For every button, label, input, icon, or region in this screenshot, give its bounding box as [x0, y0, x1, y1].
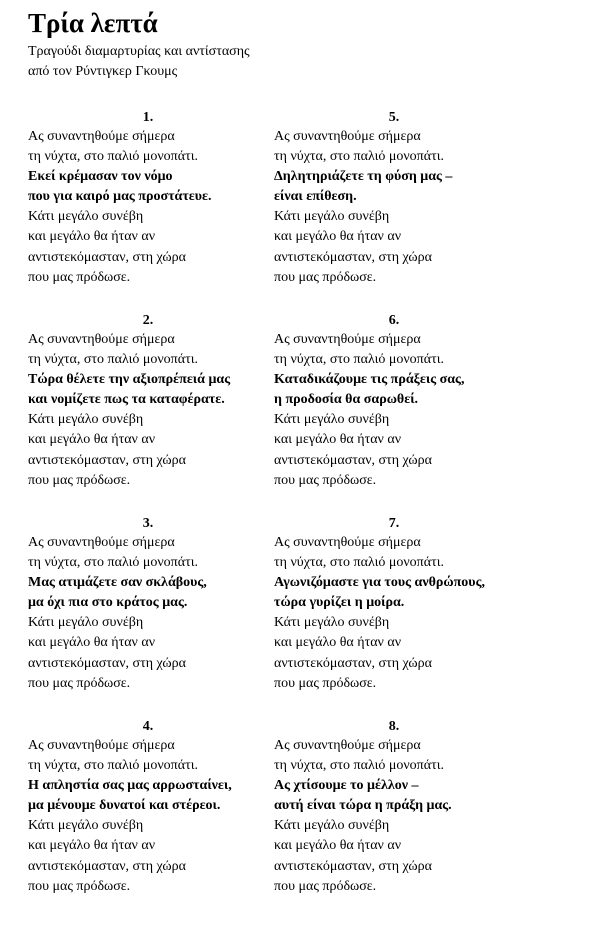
lyric-line: και μεγάλο θα ήταν αν	[274, 635, 402, 651]
lyric-line: που μας πρόδωσε.	[274, 878, 377, 894]
lyric-line-emphasis: Αγωνιζόμαστε για τους ανθρώπους,	[274, 575, 485, 591]
lyric-line: αντιστεκόμασταν, στη χώρα	[274, 858, 432, 874]
stanza-number: 6.	[388, 313, 400, 328]
stanza-number: 8.	[388, 719, 400, 734]
stanza-4	[28, 718, 268, 897]
lyric-line-emphasis: Δηλητηριάζετε τη φύση μας –	[274, 169, 453, 185]
lyric-line: Ας συναντηθούμε σήμερα	[28, 738, 175, 753]
lyric-line-emphasis: είναι επίθεση.	[274, 189, 357, 205]
lyric-line-emphasis: Εκεί κρέμασαν τον νόμο	[28, 169, 173, 185]
lyric-line: που μας πρόδωσε.	[28, 269, 131, 285]
lyric-line: τη νύχτα, στο παλιό μονοπάτι.	[28, 758, 198, 774]
lyric-line-emphasis: μα μένουμε δυνατοί και στέρεοι.	[28, 798, 221, 814]
subtitle-line: από τον Ρύντιγκερ Γκουμς	[28, 64, 178, 79]
lyric-line: που μας πρόδωσε.	[28, 472, 131, 488]
lyric-line-emphasis: η προδοσία θα σαρωθεί.	[274, 392, 419, 408]
lyric-line-emphasis: Μας ατιμάζετε σαν σκλάβους,	[28, 575, 207, 591]
lyric-line-emphasis: Καταδικάζουμε τις πράξεις σας,	[274, 372, 465, 388]
lyric-line-emphasis: μα όχι πια στο κράτος μας.	[28, 595, 188, 611]
lyric-line: αντιστεκόμασταν, στη χώρα	[28, 655, 186, 671]
lyric-line: Ας συναντηθούμε σήμερα	[274, 129, 421, 144]
lyric-line: Κάτι μεγάλο συνέβη	[274, 209, 390, 225]
lyric-line: Ας συναντηθούμε σήμερα	[274, 535, 421, 550]
lyric-line: τη νύχτα, στο παλιό μονοπάτι.	[28, 555, 198, 571]
lyric-line: και μεγάλο θα ήταν αν	[28, 635, 156, 651]
lyric-line: τη νύχτα, στο παλιό μονοπάτι.	[274, 555, 444, 571]
lyric-line: τη νύχτα, στο παλιό μονοπάτι.	[274, 758, 444, 774]
lyric-line: και μεγάλο θα ήταν αν	[28, 838, 156, 854]
lyric-line: Κάτι μεγάλο συνέβη	[28, 818, 144, 834]
stanza-number: 4.	[142, 719, 154, 734]
lyric-line: αντιστεκόμασταν, στη χώρα	[28, 249, 186, 265]
lyric-line-emphasis: και νομίζετε πως τα καταφέρατε.	[28, 392, 225, 408]
lyric-line: Ας συναντηθούμε σήμερα	[28, 129, 175, 144]
lyric-line: και μεγάλο θα ήταν αν	[28, 432, 156, 448]
stanza-5	[274, 109, 514, 288]
lyric-line-emphasis: Η απληστία σας μας αρρωσταίνει,	[28, 778, 232, 794]
lyric-line: Ας συναντηθούμε σήμερα	[28, 332, 175, 347]
lyric-line-emphasis: τώρα γυρίζει η μοίρα.	[274, 595, 405, 611]
lyric-line: αντιστεκόμασταν, στη χώρα	[28, 858, 186, 874]
stanza-2	[28, 312, 268, 491]
stanza-number: 1.	[142, 110, 154, 125]
lyric-line: αντιστεκόμασταν, στη χώρα	[274, 655, 432, 671]
lyric-line: και μεγάλο θα ήταν αν	[28, 229, 156, 245]
lyric-line: Κάτι μεγάλο συνέβη	[28, 412, 144, 428]
lyric-line: αντιστεκόμασταν, στη χώρα	[274, 249, 432, 265]
lyric-line: που μας πρόδωσε.	[274, 675, 377, 691]
lyric-line: που μας πρόδωσε.	[274, 269, 377, 285]
stanza-7	[274, 515, 514, 694]
lyric-line: τη νύχτα, στο παλιό μονοπάτι.	[28, 149, 198, 165]
lyric-line-emphasis: Τώρα θέλετε την αξιοπρέπειά μας	[28, 372, 231, 388]
lyric-line: Κάτι μεγάλο συνέβη	[28, 209, 144, 225]
subtitle-line: Τραγούδι διαμαρτυρίας και αντίστασης	[28, 44, 250, 59]
lyric-line-emphasis: Ας χτίσουμε το μέλλον –	[274, 778, 419, 794]
lyric-line: και μεγάλο θα ήταν αν	[274, 229, 402, 245]
lyric-line: που μας πρόδωσε.	[28, 878, 131, 894]
stanza-number: 7.	[388, 516, 400, 531]
lyric-line-emphasis: που για καιρό μας προστάτευε.	[28, 189, 212, 205]
lyric-line: Κάτι μεγάλο συνέβη	[28, 615, 144, 631]
lyric-line: αντιστεκόμασταν, στη χώρα	[274, 452, 432, 468]
stanza-1	[28, 109, 268, 288]
lyric-line: και μεγάλο θα ήταν αν	[274, 432, 402, 448]
lyric-line: αντιστεκόμασταν, στη χώρα	[28, 452, 186, 468]
stanza-number: 3.	[142, 516, 154, 531]
lyric-line: τη νύχτα, στο παλιό μονοπάτι.	[28, 352, 198, 368]
lyric-line: και μεγάλο θα ήταν αν	[274, 838, 402, 854]
stanza-number: 2.	[142, 313, 154, 328]
lyric-line: τη νύχτα, στο παλιό μονοπάτι.	[274, 149, 444, 165]
lyric-line-emphasis: αυτή είναι τώρα η πράξη μας.	[274, 798, 452, 814]
lyric-line: Κάτι μεγάλο συνέβη	[274, 818, 390, 834]
stanza-6	[274, 312, 514, 491]
lyric-line: Ας συναντηθούμε σήμερα	[274, 332, 421, 347]
lyric-line: Κάτι μεγάλο συνέβη	[274, 615, 390, 631]
lyric-line: Ας συναντηθούμε σήμερα	[274, 738, 421, 753]
stanza-3	[28, 515, 268, 694]
lyric-line: που μας πρόδωσε.	[274, 472, 377, 488]
lyric-line: τη νύχτα, στο παλιό μονοπάτι.	[274, 352, 444, 368]
stanza-8	[274, 718, 514, 897]
song-title: Τρία λεπτά	[28, 8, 158, 38]
lyric-line: Κάτι μεγάλο συνέβη	[274, 412, 390, 428]
song-subtitle	[28, 42, 250, 82]
stanza-number: 5.	[388, 110, 400, 125]
lyric-line: που μας πρόδωσε.	[28, 675, 131, 691]
lyric-line: Ας συναντηθούμε σήμερα	[28, 535, 175, 550]
